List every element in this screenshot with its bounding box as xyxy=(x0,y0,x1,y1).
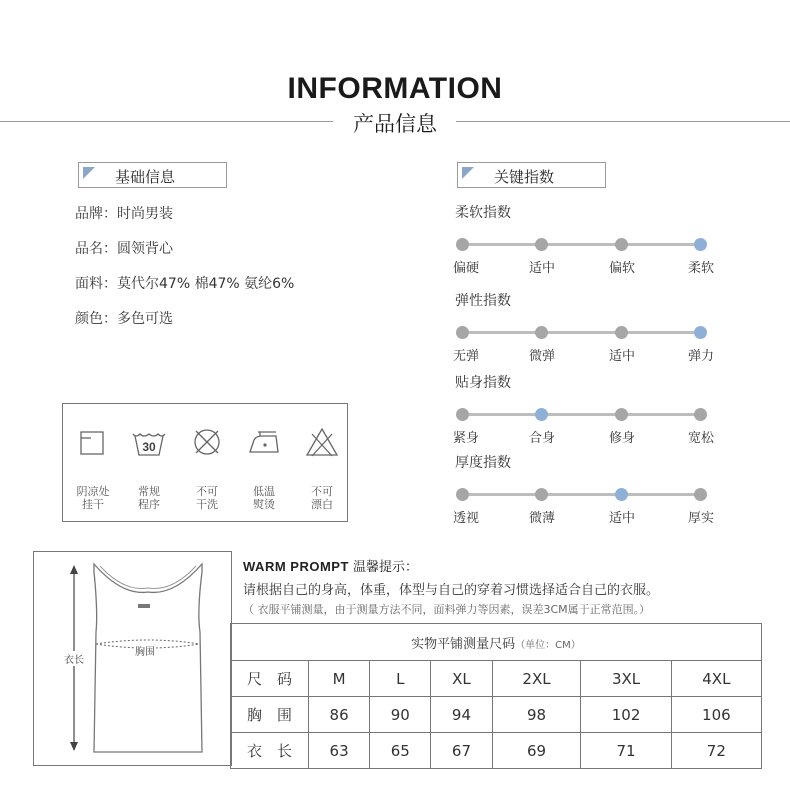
low-iron-icon xyxy=(246,428,282,460)
size-table xyxy=(230,623,762,769)
index-tick-label: 合身 xyxy=(529,431,556,446)
info-fabric: 面料：莫代尔47% 棉47% 氨纶6% xyxy=(75,276,295,292)
size-cell: M xyxy=(309,661,370,697)
table-cell: 65 xyxy=(370,733,431,769)
size-cell: XL xyxy=(431,661,492,697)
basic-info-heading xyxy=(78,162,227,188)
key-index-heading xyxy=(457,162,606,188)
table-cell: 106 xyxy=(671,697,761,733)
index-dot-selected xyxy=(535,408,548,421)
index-dot xyxy=(535,238,548,251)
index-title: 贴身指数 xyxy=(455,375,511,391)
index-tick-label: 透视 xyxy=(453,511,480,526)
index-tick-label: 无弹 xyxy=(453,349,480,364)
index-dot xyxy=(694,408,707,421)
index-dot xyxy=(535,488,548,501)
index-tick-label: 微薄 xyxy=(529,511,556,526)
length-row-label: 衣 长 xyxy=(231,733,309,769)
length-label: 衣长 xyxy=(64,651,84,666)
index-title: 柔软指数 xyxy=(455,205,511,221)
index-dot xyxy=(694,488,707,501)
wash-30-icon xyxy=(131,428,167,460)
table-cell: 67 xyxy=(431,733,492,769)
corner-triangle-icon xyxy=(462,167,474,179)
wash-temp-text: 30 xyxy=(142,440,156,454)
index-scale-line xyxy=(462,413,700,416)
size-table-caption: 实物平铺测量尺码（单位：CM） xyxy=(231,624,762,661)
index-tick-label: 柔软 xyxy=(688,261,715,276)
table-cell: 69 xyxy=(492,733,581,769)
size-cell: 3XL xyxy=(581,661,671,697)
size-header-label: 尺 码 xyxy=(231,661,309,697)
index-dot xyxy=(456,488,469,501)
index-dot xyxy=(456,326,469,339)
care-label-low-iron: 低温 熨烫 xyxy=(253,485,275,511)
info-brand: 品牌：时尚男装 xyxy=(75,206,173,222)
size-cell: 2XL xyxy=(492,661,581,697)
key-index-heading-label: 关键指数 xyxy=(494,168,555,186)
no-dry-clean-icon xyxy=(189,426,225,458)
index-dot xyxy=(456,408,469,421)
size-table-unit: （单位：CM） xyxy=(515,639,581,651)
table-cell: 102 xyxy=(581,697,671,733)
basic-info-heading-label: 基础信息 xyxy=(115,168,176,186)
index-dot xyxy=(456,238,469,251)
care-label-no-bleach: 不可 漂白 xyxy=(311,485,333,511)
chest-label: 胸围 xyxy=(134,643,156,658)
table-row xyxy=(231,697,762,733)
table-row xyxy=(231,733,762,769)
table-cell: 94 xyxy=(431,697,492,733)
info-product-name: 品名：圆领背心 xyxy=(75,241,173,257)
index-tick-label: 弹力 xyxy=(688,349,715,364)
table-row xyxy=(231,661,762,697)
chest-row-label: 胸 围 xyxy=(231,697,309,733)
garment-measure-figure xyxy=(33,551,232,766)
index-scale-line xyxy=(462,243,700,246)
info-color: 颜色：多色可选 xyxy=(75,311,173,327)
index-tick-label: 微弹 xyxy=(529,349,556,364)
table-cell: 98 xyxy=(492,697,581,733)
index-tick-label: 适中 xyxy=(609,349,636,364)
index-dot xyxy=(615,238,628,251)
index-scale-line xyxy=(462,493,700,496)
care-label-no-dry-clean: 不可 干洗 xyxy=(196,485,218,511)
index-dot-selected xyxy=(694,238,707,251)
index-tick-label: 适中 xyxy=(609,511,636,526)
page-title-cn: 产品信息 xyxy=(353,112,437,136)
index-tick-label: 修身 xyxy=(609,431,636,446)
index-title: 弹性指数 xyxy=(455,293,511,309)
index-title: 厚度指数 xyxy=(455,455,511,471)
index-tick-label: 偏硬 xyxy=(453,261,480,276)
index-dot-selected xyxy=(694,326,707,339)
no-bleach-icon xyxy=(304,426,340,458)
table-cell: 71 xyxy=(581,733,671,769)
index-dot-selected xyxy=(615,488,628,501)
index-tick-label: 适中 xyxy=(529,261,556,276)
care-instructions-panel xyxy=(62,403,348,522)
index-tick-label: 偏软 xyxy=(609,261,636,276)
size-cell: 4XL xyxy=(671,661,761,697)
care-label-shade-dry: 阴凉处 挂干 xyxy=(76,485,110,511)
index-tick-label: 紧身 xyxy=(453,431,480,446)
index-scale-line xyxy=(462,331,700,334)
table-cell: 90 xyxy=(370,697,431,733)
index-dot xyxy=(615,408,628,421)
warm-prompt-title xyxy=(243,556,418,575)
warm-prompt-line1: 请根据自己的身高，体重，体型与自己的穿着习惯选择适合自己的衣服。 xyxy=(243,583,660,598)
table-cell: 63 xyxy=(309,733,370,769)
size-cell: L xyxy=(370,661,431,697)
page-title-en: INFORMATION xyxy=(287,72,503,105)
warm-prompt-line2: （ 衣服平铺测量，由于测量方法不同，面料弹力等因素，误差3CM属于正常范围。） xyxy=(243,603,651,616)
warm-prompt-title-cn: 温馨提示： xyxy=(353,560,419,575)
table-cell: 72 xyxy=(671,733,761,769)
index-tick-label: 宽松 xyxy=(688,431,715,446)
index-dot xyxy=(615,326,628,339)
care-label-wash: 常规 程序 xyxy=(138,485,160,511)
corner-triangle-icon xyxy=(83,167,95,179)
table-cell: 86 xyxy=(309,697,370,733)
shade-dry-icon xyxy=(75,428,111,460)
warm-prompt-title-en: WARM PROMPT xyxy=(243,559,349,574)
index-dot xyxy=(535,326,548,339)
index-tick-label: 厚实 xyxy=(688,511,715,526)
